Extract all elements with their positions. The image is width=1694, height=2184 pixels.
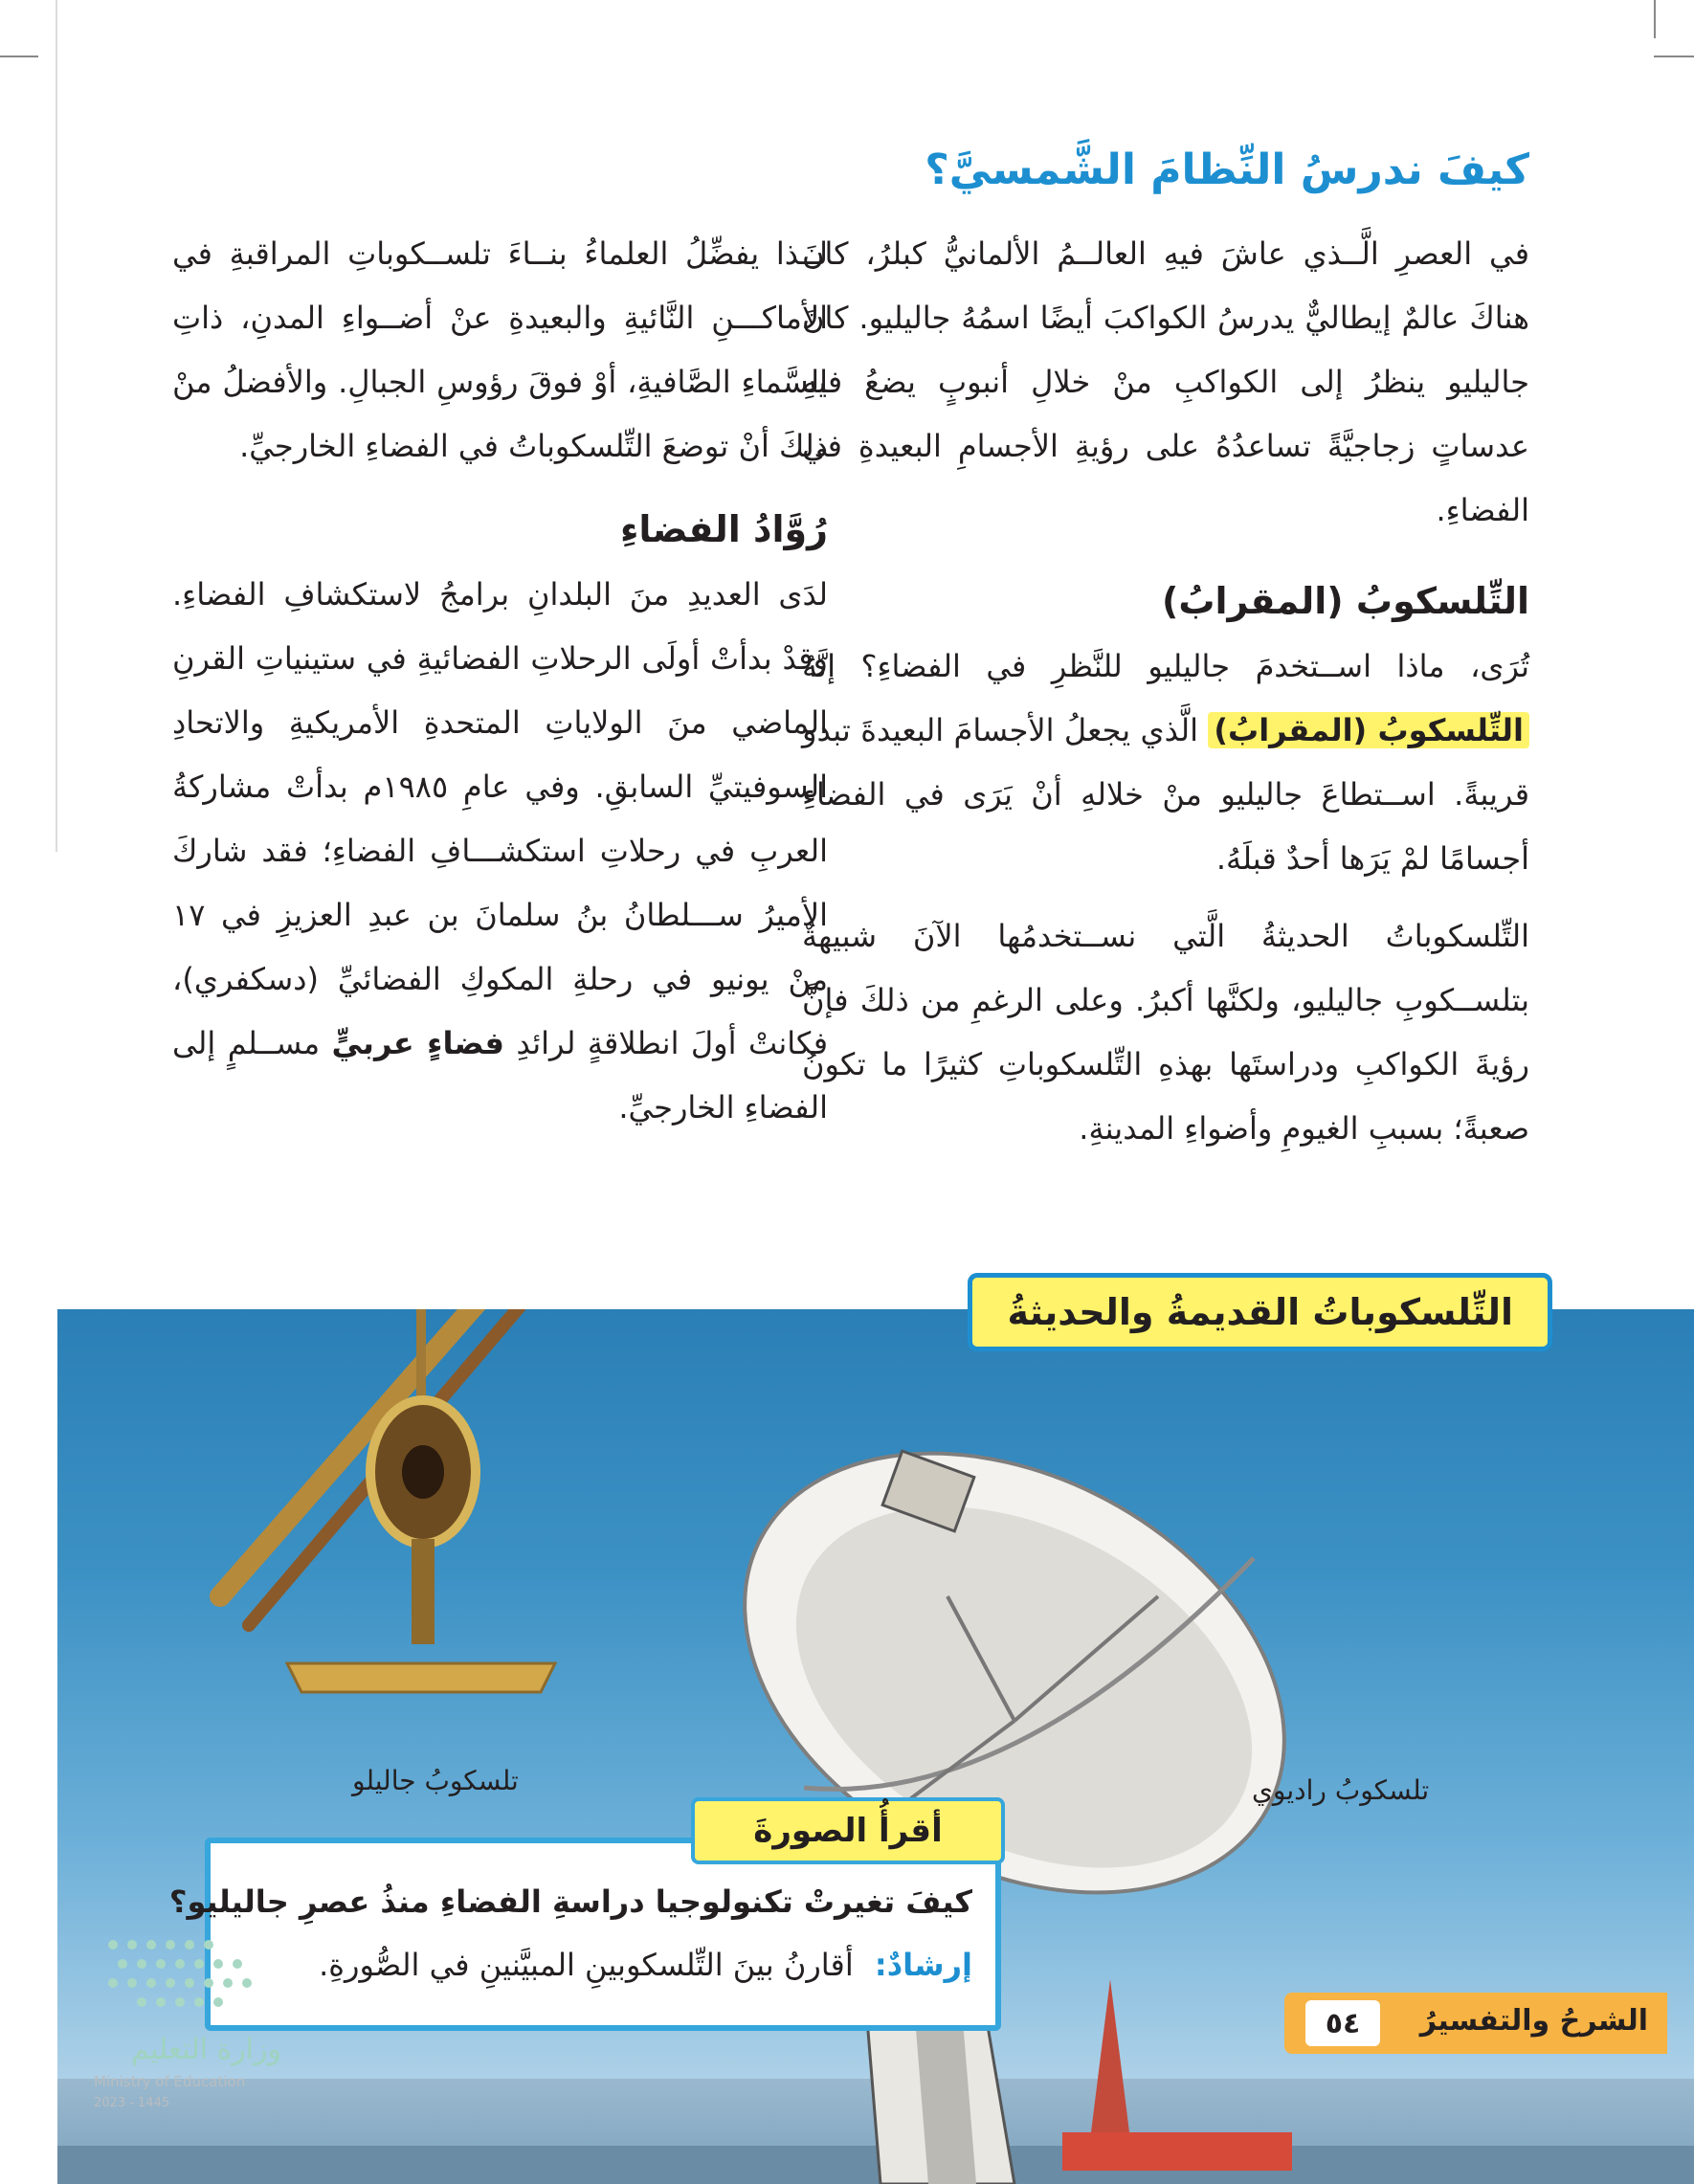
ministry-logo-english: Ministry of Education	[94, 2073, 246, 2090]
telescope-text-start: تُرَى، ماذا اســتخدمَ جاليليو للنَّظرِ في الفضاءِ؟ إنَّهُ	[802, 648, 1529, 684]
hint-text: أقارنُ بينَ التِّلسكوبينِ المبيَّنينِ في الصُّورةِ.	[319, 1947, 854, 1983]
crop-mark	[1654, 0, 1656, 38]
ministry-logo-arabic: وزارة التعليم	[130, 2033, 281, 2066]
lesson-heading: كيفَ ندرسُ النِّظامَ الشَّمسيَّ؟	[925, 145, 1529, 194]
ministry-logo-year: 2023 - 1445	[94, 2096, 170, 2110]
caption-radio: تلسكوبُ راديوي	[1252, 1774, 1430, 1806]
caption-galileo: تلسكوبُ جاليلو	[352, 1765, 519, 1796]
telescope-text-end: الَّذي يجعلُ الأجسامَ البعيدةَ تبدو قريبةً. اســتطاعَ جاليليو منْ خلالهِ أنْ يَرَى في الفضاءِ أجسامًا لمْ يَرَها أحدٌ قبلَهُ.	[802, 712, 1529, 877]
astronauts-text-end: مســلمٍ إلى الفضاءِ الخارجيِّ.	[172, 1025, 828, 1125]
page-footer	[1284, 1993, 1667, 2054]
astronauts-heading: رُوَّادُ الفضاءِ	[619, 508, 828, 550]
crop-mark	[1654, 56, 1694, 57]
intro-paragraph: في العصرِ الَّــذي عاشَ فيهِ العالــمُ الألمانيُّ كبلرُ، كانَ هناكَ عالمٌ إيطاليٌّ يدرسُ الكواكبَ أيضًا اسمُهُ جاليليو. كانَ جاليليو ينظرُ إلى الكواكبِ منْ خلالِ أنبوبٍ يضعُ فيهِ عدساتٍ زجاجيَّةً تساعدُهُ على رؤيةِ الأجسامِ البعيدةِ في الفضاءِ.	[802, 235, 1529, 528]
astronauts-paragraph	[172, 563, 828, 1140]
read-image-tag-label: أقرأُ الصورةَ	[753, 1812, 943, 1850]
page-margin-line	[56, 0, 57, 852]
telescope-heading: التِّلسكوبُ (المقرابُ)	[1161, 580, 1529, 622]
crop-mark	[0, 56, 38, 57]
arab-astronaut-bold: فضاءٍ عربيٍّ	[331, 1025, 504, 1061]
observatory-paragraph: لــذا يفضِّلُ العلماءُ بنــاءَ تلســكوباتِ المراقبةِ في الأماكـــنِ النَّائيةِ والبعيدةِ عنْ أضــواءِ المدنِ، ذاتِ السَّماءِ الصَّافيةِ، أوْ فوقَ رؤوسِ الجبالِ. والأفضلُ منْ ذلكَ أنْ توضعَ التِّلسكوباتُ في الفضاءِ الخارجيِّ.	[172, 235, 828, 464]
astronauts-text-start: لدَى العديدِ منَ البلدانِ برامجُ لاستكشافِ الفضاءِ. وقدْ بدأتْ أولَى الرحلاتِ الفضائيةِ في ستينياتِ القرنِ الماضي منَ الولاياتِ المتحدةِ الأمريكيةِ والاتحادِ السوفيتيِّ السابقِ. وفي عامِ ١٩٨٥م بدأتْ مشاركةُ العربِ في رحلاتِ استكشـــافِ الفضاءِ؛ فقد شاركَ الأميرُ ســـلطانُ بنُ سلمانَ بن عبدِ العزيزِ في ١٧ منْ يونيو في رحلةِ المكوكِ الفضائيِّ (دسكفري)، فكانتْ أولَ انطلاقةٍ لرائدِ	[172, 576, 829, 1061]
footer-section-label: الشرحُ والتفسيرُ	[1419, 2004, 1648, 2038]
right-column	[802, 222, 1529, 1161]
figure-banner	[968, 1273, 1552, 1351]
read-image-box	[168, 1838, 1001, 2031]
ministry-logo	[90, 1926, 301, 2146]
figure-banner-label: التِّلسكوباتُ القديمةُ والحديثةُ	[1007, 1291, 1513, 1333]
left-column	[172, 222, 828, 1140]
read-image-question: كيفَ تغيرتْ تكنولوجيا دراسةِ الفضاءِ منذُ عصرِ جاليليو؟	[168, 1883, 972, 1920]
modern-telescopes-paragraph: التِّلسكوباتُ الحديثةُ الَّتي نســتخدمُها الآنَ شبيهةٌ بتلســكوبِ جاليليو، ولكنَّها أكبرُ. وعلى الرغمِ من ذلكَ فإنَّ رؤيةَ الكواكبِ ودراستَها بهذهِ التِّلسكوباتِ كثيرًا ما تكونُ صعبةً؛ بسببِ الغيومِ وأضواءِ المدينةِ.	[802, 918, 1529, 1147]
ministry-logo-dots-icon	[94, 1926, 285, 2031]
telescope-paragraph	[802, 635, 1529, 891]
hint-label: إرشادٌ:	[874, 1947, 972, 1983]
read-image-hint	[319, 1947, 972, 1983]
page-number: ٥٤	[1305, 2000, 1380, 2046]
telescope-term-highlight: التِّلسكوبُ (المقرابُ)	[1208, 712, 1529, 748]
read-image-tag	[691, 1797, 1005, 1864]
